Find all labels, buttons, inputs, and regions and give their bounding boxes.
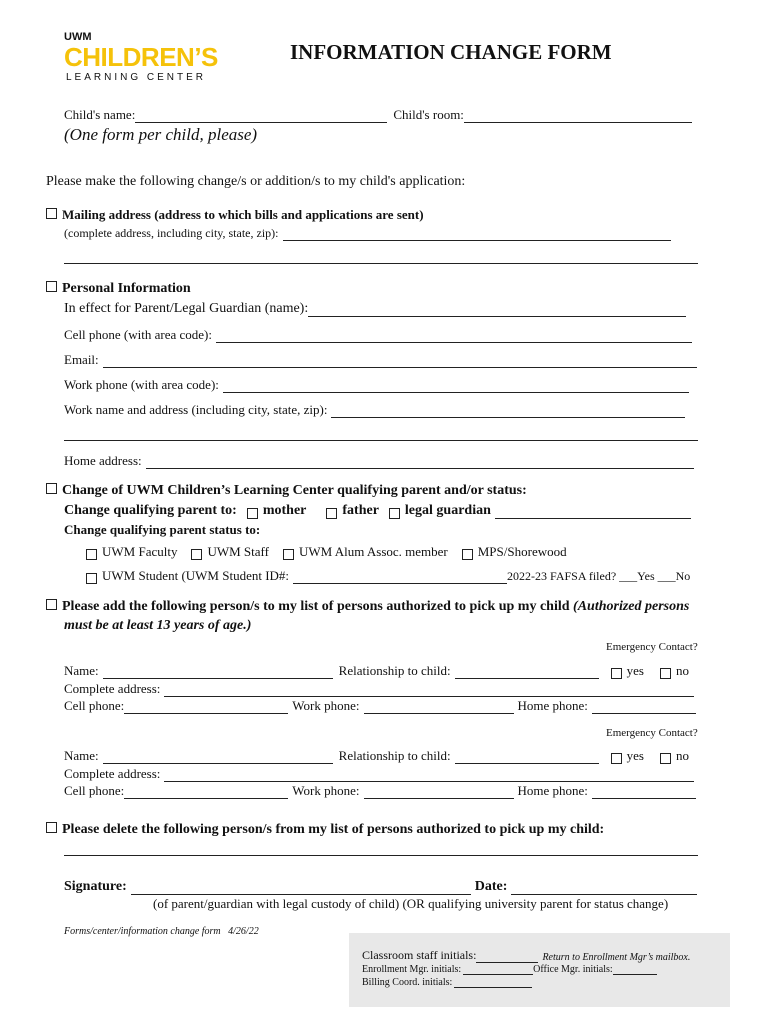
delete-persons-line[interactable]: [64, 855, 698, 856]
work-name-field[interactable]: [331, 405, 685, 418]
person-name-row: Name: Relationship to child: yes no: [64, 663, 689, 678]
staff-checkbox[interactable]: [191, 549, 202, 560]
person-name-field[interactable]: [103, 666, 333, 679]
date-field[interactable]: [511, 882, 697, 895]
child-name-field[interactable]: [135, 110, 387, 123]
emergency-no-checkbox[interactable]: [660, 668, 671, 679]
student-row: UWM Student (UWM Student ID#: 2022-23 FAFSA filed? ___Yes ___No: [86, 568, 690, 584]
classroom-initials-field[interactable]: [476, 952, 538, 963]
status-options-row: UWM Faculty UWM Staff UWM Alum Assoc. member MPS/Shorewood: [86, 544, 567, 560]
person-name-row: Name: Relationship to child: yes no: [64, 748, 689, 763]
person-address-field[interactable]: [164, 684, 694, 697]
mother-checkbox[interactable]: [247, 508, 258, 519]
person-work-field[interactable]: [364, 786, 514, 799]
classroom-initials-row: Classroom staff initials: Return to Enrollment Mgr’s mailbox.: [362, 948, 691, 963]
add-note: must be at least 13 years of age.): [64, 618, 252, 633]
enrollment-initials-row: Enrollment Mgr. initials: Office Mgr. initials:: [362, 964, 657, 975]
mps-checkbox[interactable]: [462, 549, 473, 560]
mailing-address-row: (complete address, including city, state, zip):: [64, 226, 671, 241]
person-work-field[interactable]: [364, 701, 514, 714]
person-cell-field[interactable]: [124, 701, 288, 714]
mailing-heading: Mailing address (address to which bills and applications are sent): [46, 207, 424, 223]
billing-initials-row: Billing Coord. initials:: [362, 977, 532, 988]
person-phones-row: Cell phone: Work phone: Home phone:: [64, 698, 696, 714]
person-phones-row: Cell phone: Work phone: Home phone:: [64, 783, 696, 799]
child-note: (One form per child, please): [64, 125, 258, 144]
work-name-row: Work name and address (including city, state, zip):: [64, 402, 685, 418]
footer-form-id: Forms/center/information change form 4/26/22: [64, 926, 259, 937]
signature-field[interactable]: [131, 882, 471, 895]
emergency-yes-checkbox[interactable]: [611, 668, 622, 679]
logo-uwm: UWM: [64, 31, 92, 43]
mailing-address-field[interactable]: [283, 228, 671, 241]
person-name-field[interactable]: [103, 751, 333, 764]
alum-checkbox[interactable]: [283, 549, 294, 560]
enrollment-initials-field[interactable]: [463, 965, 533, 975]
qualifying-checkbox[interactable]: [46, 483, 57, 494]
signature-note: (of parent/guardian with legal custody of child) (OR qualifying university parent for status change): [153, 896, 669, 911]
student-checkbox[interactable]: [86, 573, 97, 584]
faculty-checkbox[interactable]: [86, 549, 97, 560]
billing-initials-field[interactable]: [454, 978, 532, 988]
work-phone-row: Work phone (with area code):: [64, 377, 689, 393]
work-address-line-2[interactable]: [64, 440, 698, 441]
person-home-field[interactable]: [592, 701, 696, 714]
delete-checkbox[interactable]: [46, 822, 57, 833]
qualifying-heading: Change of UWM Children’s Learning Center qualifying parent and/or status:: [46, 483, 527, 499]
personal-checkbox[interactable]: [46, 281, 57, 292]
office-mgr-initials-field[interactable]: [613, 965, 657, 975]
email-row: Email:: [64, 352, 697, 368]
home-address-row: Home address:: [64, 453, 694, 469]
person-address-row: Complete address:: [64, 766, 694, 782]
qualifying-parent-row: Change qualifying parent to: mother father legal guardian: [64, 503, 691, 519]
emergency-yes-checkbox[interactable]: [611, 753, 622, 764]
cell-phone-row: Cell phone (with area code):: [64, 327, 692, 343]
person-home-field[interactable]: [592, 786, 696, 799]
person-cell-field[interactable]: [124, 786, 288, 799]
person-address-row: Complete address:: [64, 681, 694, 697]
signature-row: Signature: Date:: [64, 879, 697, 895]
father-checkbox[interactable]: [326, 508, 337, 519]
mailing-address-line-2[interactable]: [64, 263, 698, 264]
work-phone-field[interactable]: [223, 380, 689, 393]
relationship-field[interactable]: [455, 666, 599, 679]
emergency-label: Emergency Contact?: [606, 641, 698, 653]
personal-heading: Personal Information: [46, 281, 191, 297]
emergency-no-checkbox[interactable]: [660, 753, 671, 764]
logo: [64, 31, 218, 85]
child-name-row: Child's name: Child's room:: [64, 107, 692, 123]
email-field[interactable]: [103, 355, 697, 368]
mailing-checkbox[interactable]: [46, 208, 57, 219]
add-checkbox[interactable]: [46, 599, 57, 610]
intro-text: Please make the following change/s or addition/s to my child's application:: [46, 174, 466, 189]
logo-sub: LEARNING CENTER: [66, 72, 207, 83]
cell-phone-field[interactable]: [216, 330, 692, 343]
parent-name-row: In effect for Parent/Legal Guardian (name):: [64, 301, 686, 317]
person-address-field[interactable]: [164, 769, 694, 782]
child-room-field[interactable]: [464, 110, 692, 123]
guardian-checkbox[interactable]: [389, 508, 400, 519]
student-id-field[interactable]: [293, 571, 507, 584]
delete-heading: Please delete the following person/s from my list of persons authorized to pick up my child:: [46, 822, 604, 838]
emergency-label: Emergency Contact?: [606, 727, 698, 739]
relationship-field[interactable]: [455, 751, 599, 764]
page-title: INFORMATION CHANGE FORM: [290, 40, 612, 64]
guardian-field[interactable]: [495, 506, 691, 519]
parent-name-field[interactable]: [308, 304, 686, 317]
home-address-field[interactable]: [146, 456, 694, 469]
status-label: Change qualifying parent status to:: [64, 522, 261, 537]
add-heading: Please add the following person/s to my list of persons authorized to pick up my child (Authorized persons: [46, 599, 689, 615]
logo-name: CHILDREN’S: [64, 42, 218, 72]
